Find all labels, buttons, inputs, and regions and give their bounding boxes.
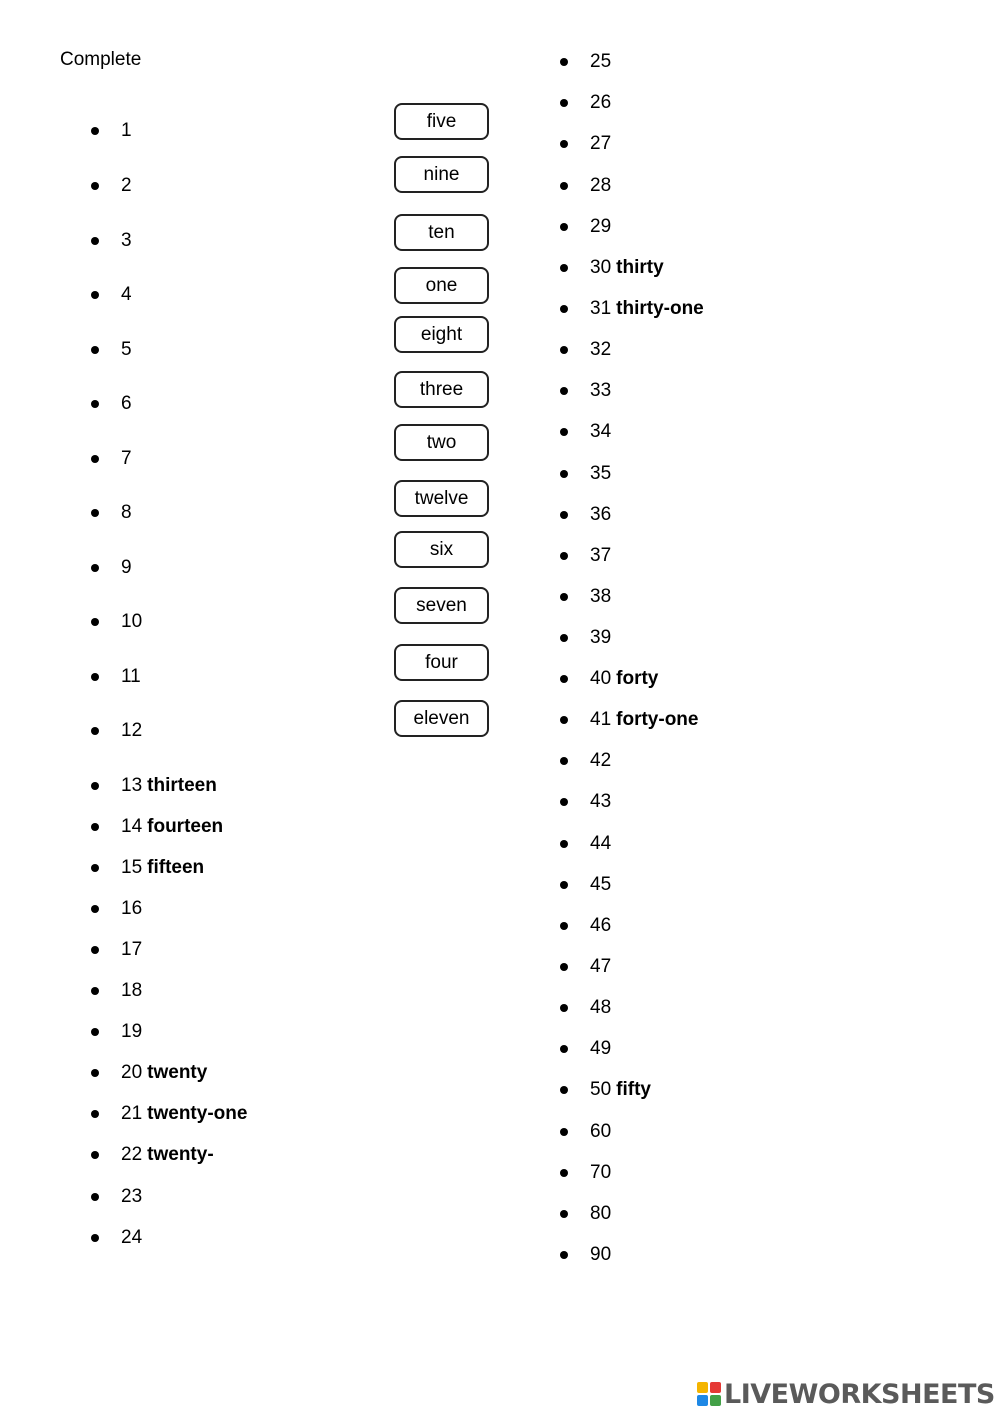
answer-blank[interactable] [616,793,746,811]
given-answer: thirty [616,257,664,278]
list-item [560,1159,746,1187]
word-tile[interactable]: nine [394,156,489,193]
item-number: 8 [121,502,132,523]
answer-blank[interactable] [616,53,746,71]
list-item [91,336,279,364]
item-number: 48 [590,997,612,1018]
given-answer: fifty [616,1079,651,1100]
bullet-icon [560,58,568,66]
item-number: 14 [121,816,143,837]
bullet-icon [560,1086,568,1094]
list-item [91,1183,278,1211]
bullet-icon [560,881,568,889]
word-tile[interactable]: three [394,371,489,408]
bullet-icon [91,127,99,135]
item-number: 20 [121,1062,143,1083]
bullet-icon [91,1234,99,1242]
item-number: 42 [590,750,612,771]
bullet-icon [91,673,99,681]
answer-blank[interactable] [616,917,746,935]
item-number: 39 [590,627,612,648]
answer-blank[interactable] [147,613,278,631]
given-answer: forty-one [616,709,699,730]
item-number: 18 [121,980,143,1001]
list-item [560,130,746,158]
bullet-icon [91,864,99,872]
bullet-icon [91,1193,99,1201]
bullet-icon [560,264,568,272]
answer-blank[interactable] [147,1023,278,1041]
item-number: 30 [590,257,612,278]
bullet-icon [560,1169,568,1177]
bullet-icon [91,823,99,831]
bullet-icon [560,922,568,930]
list-item [560,172,746,200]
item-number: 46 [590,915,612,936]
list-item [91,854,204,882]
given-answer: twenty-one [147,1103,248,1124]
answer-blank[interactable] [616,506,746,524]
list-item [91,281,279,309]
answer-blank[interactable] [137,450,279,468]
list-item [91,813,223,841]
bullet-icon [91,1069,99,1077]
answer-blank[interactable] [616,999,746,1017]
list-item [560,501,746,529]
item-number: 45 [590,874,612,895]
bullet-icon [91,1110,99,1118]
bullet-icon [91,782,99,790]
item-number: 25 [590,51,612,72]
item-number: 28 [590,175,612,196]
answer-blank[interactable] [137,232,279,250]
answer-blank[interactable] [137,395,279,413]
brand-name: LIVEWORKSHEETS [724,1378,995,1410]
bullet-icon [560,1128,568,1136]
list-item [91,445,279,473]
list-item [560,953,746,981]
item-number: 29 [590,216,612,237]
item-number: 50 [590,1079,612,1100]
list-item [560,295,704,323]
bullet-icon [560,223,568,231]
list-item [91,1141,280,1169]
answer-blank[interactable] [616,835,746,853]
list-item [91,608,278,636]
bullet-icon [560,182,568,190]
item-number: 26 [590,92,612,113]
item-number: 7 [121,448,132,469]
liveworksheets-logo [697,1374,995,1414]
list-item [560,912,746,940]
answer-blank[interactable] [616,1164,746,1182]
list-item [560,706,698,734]
item-number: 5 [121,339,132,360]
bullet-icon [560,1045,568,1053]
bullet-icon [560,963,568,971]
answer-blank[interactable] [616,177,746,195]
list-item [560,583,746,611]
answer-blank[interactable] [616,94,746,112]
item-number: 19 [121,1021,143,1042]
item-number: 41 [590,709,612,730]
item-number: 70 [590,1162,612,1183]
list-item [560,1200,746,1228]
given-answer: fifteen [147,857,205,878]
list-item [560,213,746,241]
word-tile[interactable]: one [394,267,489,304]
list-item [91,936,278,964]
answer-blank[interactable] [616,547,746,565]
answer-blank[interactable] [147,1229,278,1247]
item-number: 15 [121,857,143,878]
bullet-icon [91,905,99,913]
item-number: 12 [121,720,143,741]
answer-blank[interactable] [616,752,746,770]
bullet-icon [560,346,568,354]
list-item [91,772,217,800]
bullet-icon [560,675,568,683]
list-item [560,1076,651,1104]
list-item [91,554,279,582]
item-number: 4 [121,284,132,305]
given-answer: thirty-one [616,298,704,319]
item-number: 43 [590,791,612,812]
logo-mark-icon [697,1382,721,1406]
list-item [560,994,746,1022]
list-item [560,460,746,488]
bullet-icon [91,291,99,299]
answer-blank[interactable] [147,982,278,1000]
list-item [560,48,746,76]
answer-blank[interactable] [137,177,279,195]
bullet-icon [91,400,99,408]
item-number: 31 [590,298,612,319]
list-item [91,895,278,923]
list-item [91,1100,247,1128]
answer-blank[interactable] [147,941,278,959]
list-item [560,1035,746,1063]
bullet-icon [560,593,568,601]
item-number: 17 [121,939,143,960]
item-number: 24 [121,1227,143,1248]
list-item [560,377,746,405]
item-number: 9 [121,557,132,578]
answer-blank[interactable] [616,1123,746,1141]
answer-blank[interactable] [616,958,746,976]
item-number: 34 [590,421,612,442]
item-number: 22 [121,1144,143,1165]
bullet-icon [91,946,99,954]
answer-blank[interactable] [616,1246,746,1264]
answer-blank[interactable] [616,1040,746,1058]
word-tile[interactable]: four [394,644,489,681]
item-number: 6 [121,393,132,414]
answer-blank[interactable] [137,559,279,577]
item-number: 49 [590,1038,612,1059]
list-item [91,172,279,200]
bullet-icon [560,511,568,519]
bullet-icon [560,99,568,107]
word-tile[interactable]: six [394,531,489,568]
bullet-icon [560,140,568,148]
word-tile[interactable]: two [394,424,489,461]
bullet-icon [91,727,99,735]
item-number: 21 [121,1103,143,1124]
list-item [560,665,658,693]
answer-blank[interactable] [137,122,279,140]
answer-blank[interactable] [616,341,746,359]
bullet-icon [91,346,99,354]
bullet-icon [560,840,568,848]
answer-blank[interactable] [616,382,746,400]
bullet-icon [560,1210,568,1218]
bullet-icon [91,1151,99,1159]
word-tile[interactable]: eleven [394,700,489,737]
item-number: 35 [590,463,612,484]
bullet-icon [560,552,568,560]
item-number: 60 [590,1121,612,1142]
list-item [560,254,664,282]
item-number: 33 [590,380,612,401]
list-item [91,1018,278,1046]
bullet-icon [91,987,99,995]
answer-blank[interactable] [137,286,279,304]
bullet-icon [91,1028,99,1036]
bullet-icon [560,798,568,806]
bullet-icon [560,1004,568,1012]
word-tile[interactable]: seven [394,587,489,624]
list-item [560,1118,746,1146]
answer-blank[interactable] [616,629,746,647]
item-number: 47 [590,956,612,977]
given-answer: twenty [147,1062,208,1083]
answer-blank[interactable] [147,900,278,918]
given-answer: twenty- [147,1144,214,1165]
list-item [560,336,746,364]
bullet-icon [560,716,568,724]
bullet-icon [560,387,568,395]
item-number: 27 [590,133,612,154]
list-item [560,871,746,899]
list-item [560,788,746,816]
bullet-icon [91,237,99,245]
list-item [91,390,279,418]
list-item [91,499,279,527]
bullet-icon [560,757,568,765]
word-tile[interactable]: five [394,103,489,140]
instruction-heading: Complete [60,49,142,70]
bullet-icon [91,509,99,517]
list-item [91,1059,207,1087]
item-number: 13 [121,775,143,796]
word-tile[interactable]: eight [394,316,489,353]
answer-blank[interactable] [137,504,279,522]
given-answer: forty [616,668,659,689]
list-item [560,418,746,446]
bullet-icon [560,634,568,642]
list-item [91,117,279,145]
bullet-icon [91,618,99,626]
answer-blank[interactable] [147,1188,278,1206]
item-number: 38 [590,586,612,607]
answer-blank[interactable] [146,668,277,686]
given-answer: fourteen [147,816,224,837]
list-item [560,89,746,117]
word-tile[interactable]: ten [394,214,489,251]
list-item [560,1241,746,1269]
list-item [560,747,746,775]
item-number: 36 [590,504,612,525]
list-item [560,830,746,858]
bullet-icon [560,470,568,478]
item-number: 40 [590,668,612,689]
answer-blank[interactable] [616,423,746,441]
item-number: 16 [121,898,143,919]
given-answer: thirteen [147,775,217,796]
item-number: 44 [590,833,612,854]
answer-blank[interactable] [616,876,746,894]
item-number: 90 [590,1244,612,1265]
item-number: 11 [121,666,141,687]
item-number: 2 [121,175,132,196]
answer-blank[interactable] [616,218,746,236]
list-item [91,227,279,255]
answer-blank[interactable] [147,722,278,740]
answer-blank[interactable] [214,1146,280,1164]
list-item [560,542,746,570]
bullet-icon [91,564,99,572]
answer-blank[interactable] [616,135,746,153]
list-item [91,1224,278,1252]
bullet-icon [91,455,99,463]
item-number: 1 [121,120,132,141]
item-number: 3 [121,230,132,251]
answer-blank[interactable] [616,1205,746,1223]
answer-blank[interactable] [616,465,746,483]
item-number: 80 [590,1203,612,1224]
item-number: 37 [590,545,612,566]
bullet-icon [560,1251,568,1259]
list-item [560,624,746,652]
answer-blank[interactable] [137,341,279,359]
item-number: 10 [121,611,143,632]
bullet-icon [560,428,568,436]
list-item [91,977,278,1005]
bullet-icon [560,305,568,313]
item-number: 23 [121,1186,143,1207]
list-item [91,663,277,691]
bullet-icon [91,182,99,190]
word-tile[interactable]: twelve [394,480,489,517]
item-number: 32 [590,339,612,360]
list-item [91,717,278,745]
answer-blank[interactable] [616,588,746,606]
